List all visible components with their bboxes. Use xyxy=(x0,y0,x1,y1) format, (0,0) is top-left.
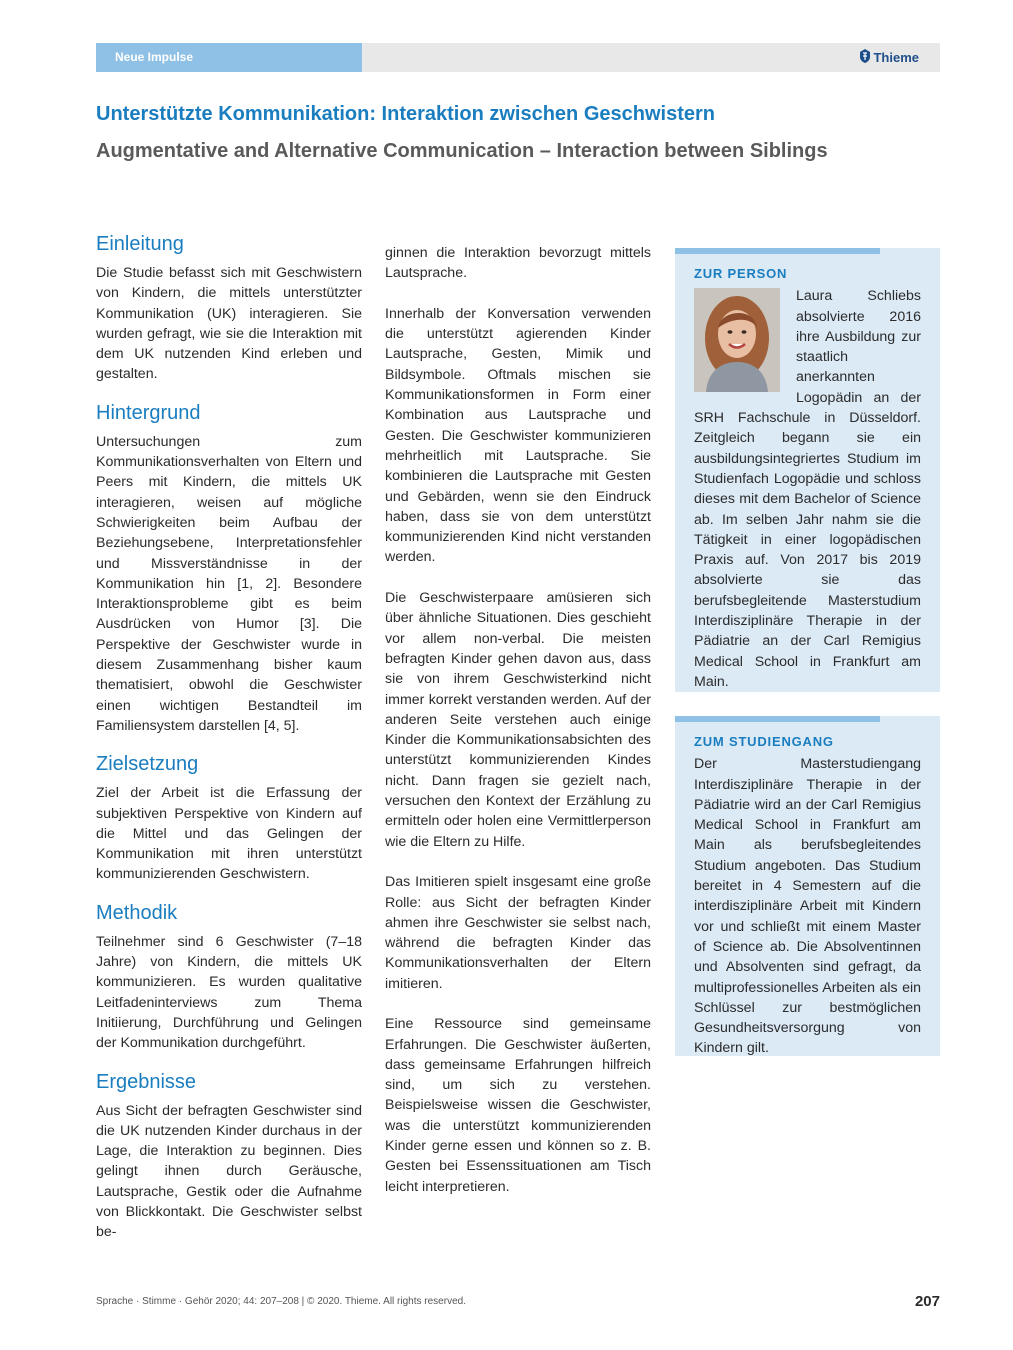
paragraph: ginnen die Interaktion bevorzugt mittels Lautsprache. xyxy=(385,245,651,282)
info-box-program xyxy=(675,716,940,1056)
section-tag: Neue Impulse xyxy=(96,43,362,72)
logo-text: Thieme xyxy=(873,50,919,65)
section-text: Die Studie befasst sich mit Geschwistern von Kindern, die mittels unterstützter Kommunikation (UK) interagieren. Sie wurden gefragt, wie sie die Interaktion mit dem UK nutzenden Kind erleben und gestalten. xyxy=(96,265,362,383)
author-photo xyxy=(694,288,780,392)
paragraph: Das Imitieren spielt insgesamt eine große Rolle: aus Sicht der befragten Kinder ahmen ihre Geschwister sie selbst nach, während die befragten Kinder das Kommunikationsverhalten der Eltern imitieren. xyxy=(385,874,651,992)
header-bar xyxy=(96,43,940,72)
box-accent-bar xyxy=(675,248,880,254)
box-heading: ZUR PERSON xyxy=(694,266,788,281)
section-text: Aus Sicht der befragten Geschwister sind die UK nutzenden Kinder durchaus in der Lage, die Interaktion zu beginnen. Dies gelingt ihnen durch Geräusche, Lautsprache, Gestik oder die Aufnahme von Blickkontakt. Die Geschwister selbst be- xyxy=(96,1102,362,1241)
article-title-german: Unterstützte Kommunikation: Interaktion zwischen Geschwistern xyxy=(96,103,715,125)
article-title-english: Augmentative and Alternative Communication – Interaction between Siblings xyxy=(96,140,828,162)
section-heading: Hintergrund xyxy=(96,401,201,424)
column-middle xyxy=(385,243,651,1217)
section-einleitung xyxy=(96,232,362,385)
section-heading: Methodik xyxy=(96,901,178,924)
paragraph: Die Geschwisterpaare amüsieren sich über ähnliche Situationen. Dies geschieht vor allem non-verbal. Die meisten befragten Kinder gehen davon aus, dass sie von ihrem Geschwisterkind nicht immer korrekt verstanden werden. Auf der anderen Seite verstehen auch einige Kinder die Kommunikationsabsichten des unterstützt kommunizierenden Kindes nicht. Dann fragen sie gezielt nach, versuchen den Kontext der Erzählung zu ermitteln oder holen eine Vermittlerperson wie die Eltern zu Hilfe. xyxy=(385,590,651,850)
section-zielsetzung xyxy=(96,752,362,884)
page-number: 207 xyxy=(914,1293,940,1310)
info-box-person xyxy=(675,248,940,692)
paragraph: Eine Ressource sind gemeinsame Erfahrungen. Die Geschwister äußerten, dass gemeinsame Erfahrungen hilfreich sind, um sich zu verstehen. Beispielsweise wissen die Geschwister, was die unterstützt kommunizierenden Kinder gerne essen und können so z. B. Gesten bei Essenssituationen am Tisch leicht interpretieren. xyxy=(385,1016,651,1195)
box-accent-bar xyxy=(675,716,880,722)
thieme-emblem-icon xyxy=(859,44,871,73)
footer-citation: Sprache · Stimme · Gehör 2020; 44: 207–208 | © 2020. Thieme. All rights reserved. xyxy=(96,1296,466,1307)
section-text: Ziel der Arbeit ist die Erfassung der subjektiven Perspektive von Kindern auf die Mittel und das Gelingen der Kommunikation mit ihren unterstützt kommunizierenden Geschwistern. xyxy=(96,785,362,883)
section-text: Teilnehmer sind 6 Geschwister (7–18 Jahre) von Kindern, die mittels UK kommunizieren. Es wurden qualitative Leitfadeninterviews zum Thema Initiierung, Durchführung und Gelingen der Kommunikation durchgeführt. xyxy=(96,933,362,1052)
section-heading: Einleitung xyxy=(96,233,184,255)
paragraph: Innerhalb der Konversation verwenden die unterstützt agierenden Kinder Lautsprache, Gesten, Mimik und Bildsymbole. Oftmals mischen sie Kommunikationsformen in Form einer Kombination aus Lautsprache und Gesten. Die Geschwister kommunizieren mehrheitlich mit Lautsprache. Sie kombinieren die Lautsprache mit Gesten und Gebärden, wenn sie den Eindruck haben, dass sie von dem unterstützt kommunizierenden Kind nicht verstanden werden. xyxy=(385,305,651,566)
section-ergebnisse xyxy=(96,1070,362,1243)
box-text: Der Masterstudiengang Interdisziplinäre Therapie in der Pädiatrie wird an der Carl Remigius Medical School in Frankfurt am Main als berufsbegleitendes Studium angeboten. Das Studium bereitet in 4 Semestern auf die interdisziplinäre Arbeit mit Kindern vor und schließt mit einem Master of Science ab. Die Absolventinnen und Absolventen sind gefragt, da multiprofessionelles Arbeiten als ein Schlüssel zur bestmöglichen Gesundheitsversorgung von Kindern gilt. xyxy=(694,756,921,1057)
section-methodik xyxy=(96,901,362,1054)
section-heading: Zielsetzung xyxy=(96,753,199,776)
thieme-logo xyxy=(859,43,919,72)
column-left xyxy=(96,232,362,1259)
box-heading: ZUM STUDIENGANG xyxy=(694,734,834,749)
section-text: Untersuchungen zum Kommunikationsverhalten von Eltern und Peers mit Kindern, die mittels UK interagieren, weisen auf mögliche Schwierigkeiten beim Aufbau der Beziehungsebene, Interpretationsfehler und Missverständnisse in der Kommunikation hin [1, 2]. Besondere Interaktionsprobleme gibt es beim Ausdrücken von Humor [3]. Die Perspektive der Geschwister wurde in diesem Zusammenhang bisher kaum thematisiert, obwohl die Geschwister einen wichtigen Bestandteil im Familiensystem darstellen [4, 5]. xyxy=(96,433,362,734)
box-text: Laura Schliebs absolvierte 2016 ihre Ausbildung zur staatlich anerkannten Logopädin an der SRH Fachschule in Düsseldorf. Zeitgleich begann sie ein ausbildungsintegriertes Studium im Studienfach Logopädie und schloss dieses mit dem Bachelor of Science ab. Im selben Jahr nahm sie die Tätigkeit in einer logopädischen Praxis auf. Von 2017 bis 2019 absolvierte sie das berufsbegleitende Masterstudium Interdisziplinäre Therapie in der Pädiatrie an der Carl Remigius Medical School in Frankfurt am Main. xyxy=(694,288,921,690)
section-heading: Ergebnisse xyxy=(96,1070,197,1093)
section-hintergrund xyxy=(96,401,362,736)
